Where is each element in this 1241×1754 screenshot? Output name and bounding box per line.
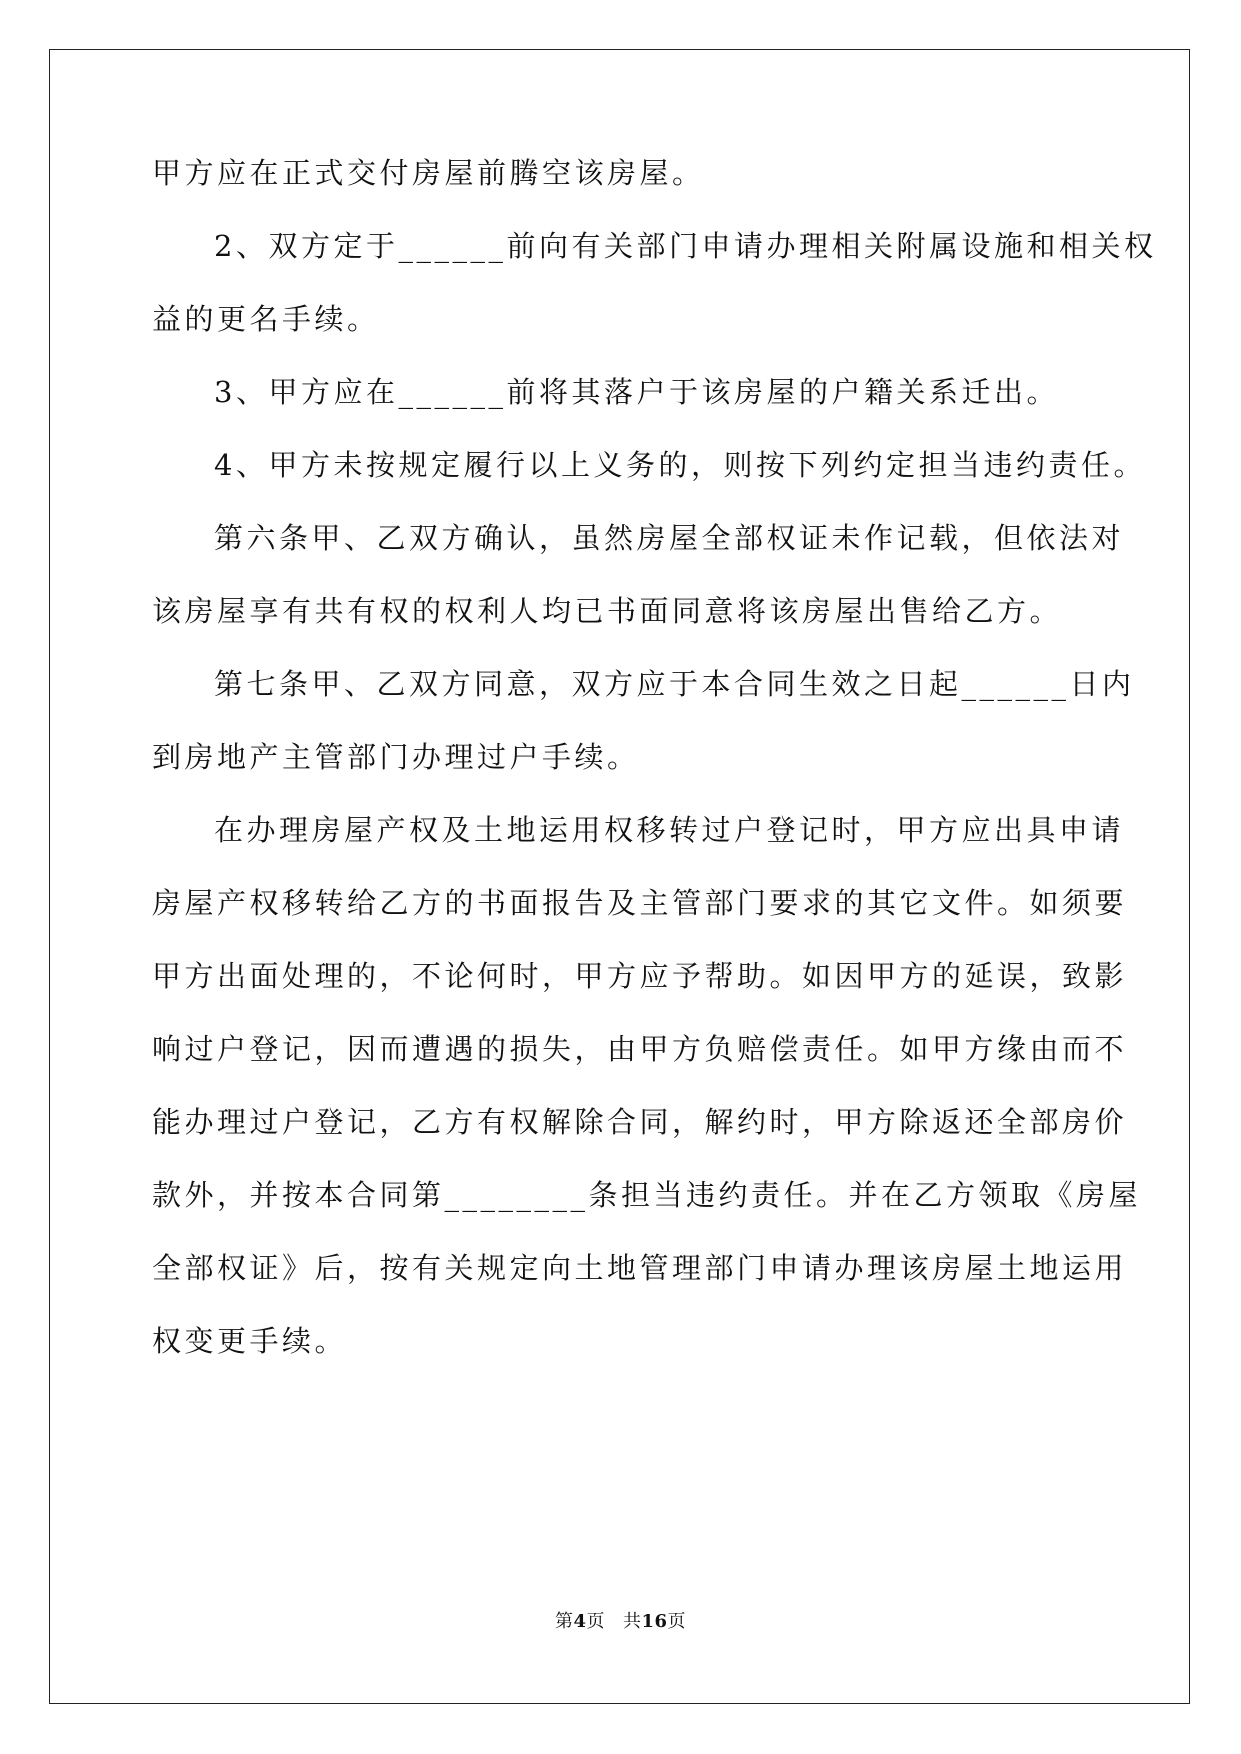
text-line: 该房屋享有共有权的权利人均已书面同意将该房屋出售给乙方。	[152, 594, 1063, 628]
text-line: 房屋产权移转给乙方的书面报告及主管部门要求的其它文件。如须要	[152, 886, 1128, 920]
text-line: 第六条甲、乙双方确认，虽然房屋全部权证未作记载，但依法对	[214, 521, 1125, 555]
text-line: 到房地产主管部门办理过户手续。	[152, 740, 640, 774]
text-line: 2、双方定于______前向有关部门申请办理相关附属设施和相关权	[214, 229, 1157, 263]
text-line: 益的更名手续。	[152, 302, 380, 336]
text-line: 第七条甲、乙双方同意，双方应于本合同生效之日起______日内	[214, 667, 1135, 701]
text-line: 能办理过户登记，乙方有权解除合同，解约时，甲方除返还全部房价	[152, 1105, 1128, 1139]
page-border	[49, 49, 1190, 1704]
text-line: 权变更手续。	[152, 1324, 348, 1358]
page-total: 16	[641, 1611, 668, 1632]
page-footer	[0, 1610, 1241, 1634]
text-line: 在办理房屋产权及土地运用权移转过户登记时，甲方应出具申请	[214, 813, 1125, 847]
page-current: 4	[573, 1611, 587, 1632]
text-line: 甲方应在正式交付房屋前腾空该房屋。	[152, 156, 705, 190]
text-line: 款外，并按本合同第________条担当违约责任。并在乙方领取《房屋	[152, 1178, 1142, 1212]
page-unit: 页	[586, 1611, 605, 1632]
text-line: 4、甲方未按规定履行以上义务的，则按下列约定担当违约责任。	[214, 448, 1146, 482]
text-line: 响过户登记，因而遭遇的损失，由甲方负赔偿责任。如甲方缘由而不	[152, 1032, 1128, 1066]
text-line: 3、甲方应在______前将其落户于该房屋的户籍关系迁出。	[214, 375, 1059, 409]
total-prefix: 共	[622, 1611, 642, 1632]
total-unit: 页	[667, 1611, 687, 1632]
text-line: 全部权证》后，按有关规定向土地管理部门申请办理该房屋土地运用	[152, 1251, 1128, 1285]
page-prefix: 第	[554, 1611, 574, 1632]
text-line: 甲方出面处理的，不论何时，甲方应予帮助。如因甲方的延误，致影	[152, 959, 1128, 993]
